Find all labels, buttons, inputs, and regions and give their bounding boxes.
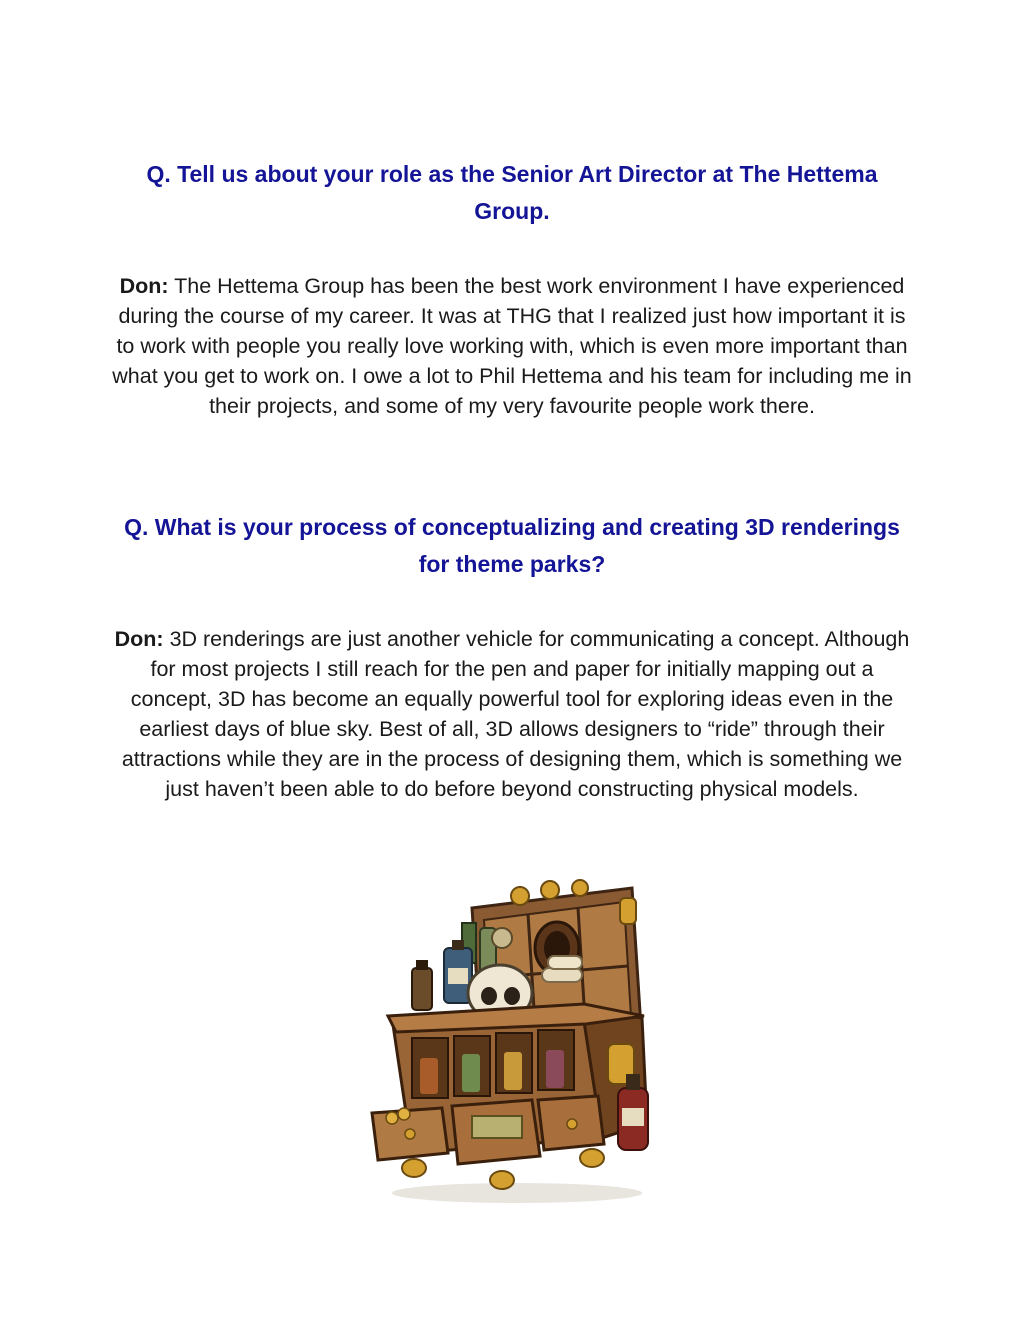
answer-2-paragraph <box>110 624 914 804</box>
answer-1-paragraph <box>110 271 914 421</box>
answer-1-text: The Hettema Group has been the best work environment I have experienced during the course of my career. It was at THG that I realized just how important it is to work with people you really love working with, which is even more important than what you get to work on. I owe a lot to Phil Hettema and his team for including me in their projects, and some of my very favourite people work there. <box>112 274 912 418</box>
question-2-heading: Q. What is your process of conceptualizing and creating 3D renderings for theme parks? <box>124 514 900 577</box>
treasure-chest-illustration <box>352 868 672 1208</box>
question-1-heading: Q. Tell us about your role as the Senior Art Director at The Hettema Group. <box>146 161 878 224</box>
answer-1-speaker: Don: <box>119 274 169 298</box>
answer-2-text: 3D renderings are just another vehicle for communicating a concept. Although for most projects I still reach for the pen and paper for initially mapping out a concept, 3D has become an equally powerful tool for exploring ideas even in the earliest days of blue sky. Best of all, 3D allows designers to “ride” through their attractions while they are in the process of designing them, which is something we just haven’t been able to do before beyond constructing physical models. <box>121 627 910 801</box>
answer-2-speaker: Don: <box>114 627 164 651</box>
